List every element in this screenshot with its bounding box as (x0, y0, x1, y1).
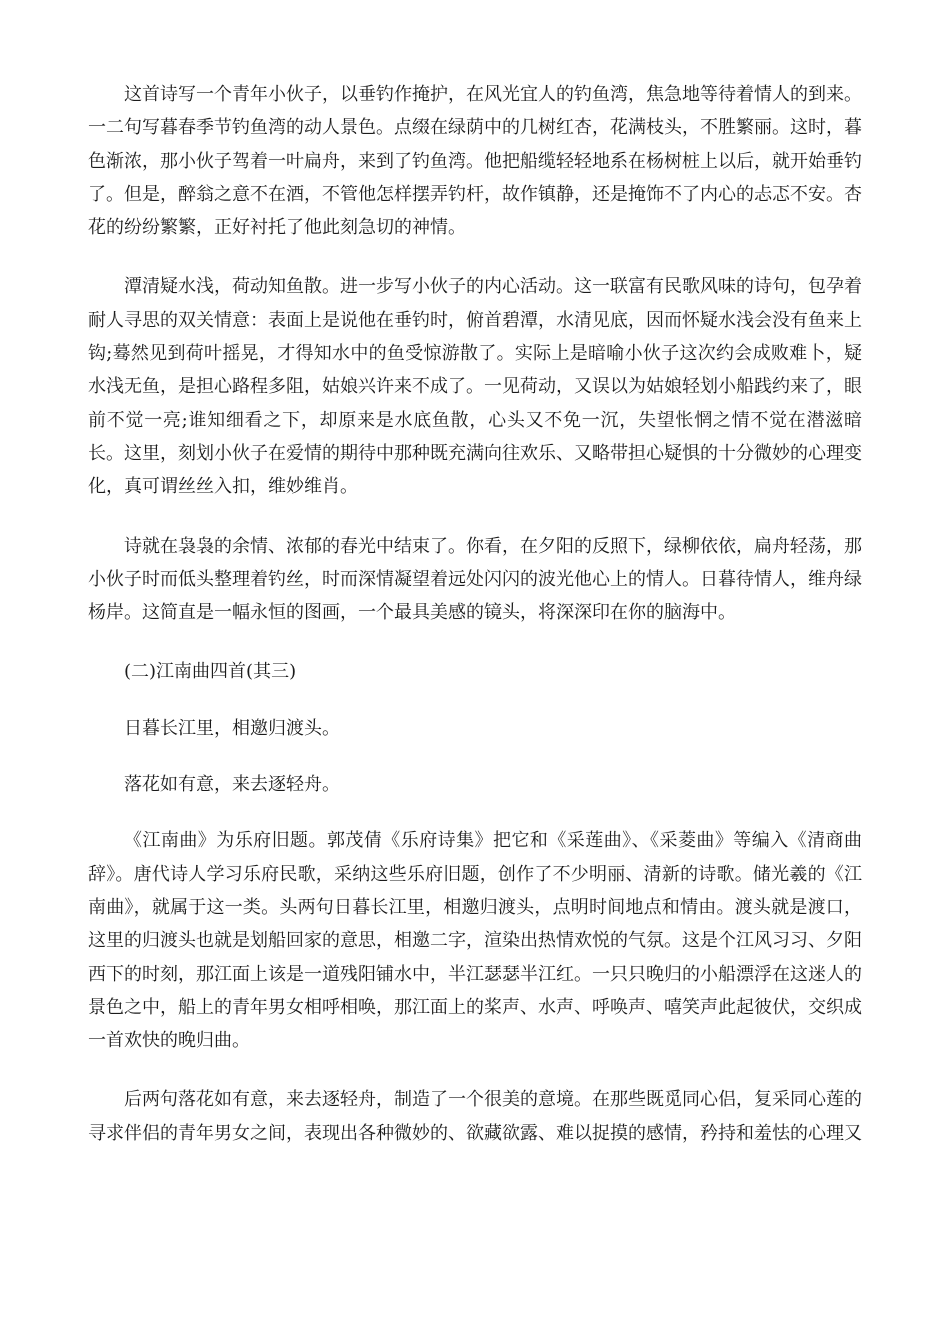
paragraph-2: 潭清疑水浅，荷动知鱼散。进一步写小伙子的内心活动。这一联富有民歌风味的诗句，包孕着耐人寻思的双关情意：表面上是说他在垂钓时，俯首碧潭，水清见底，因而怀疑水浅会没有鱼来上钩;蓦然见到荷叶摇晃，才得知水中的鱼受惊游散了。实际上是暗喻小伙子这次约会成败难卜，疑水浅无鱼，是担心路程多阻，姑娘兴许来不成了。一见荷动，又误以为姑娘轻划小船践约来了，眼前不觉一亮;谁知细看之下，却原来是水底鱼散，心头又不免一沉，失望怅惘之情不觉在潜滋暗长。这里，刻划小伙子在爱情的期待中那种既充满向往欢乐、又略带担心疑惧的十分微妙的心理变化，真可谓丝丝入扣，维妙维肖。 (88, 276, 862, 498)
section-heading: (二)江南曲四首(其三) (124, 661, 297, 683)
paragraph-3: 诗就在袅袅的余情、浓郁的春光中结束了。你看，在夕阳的反照下，绿柳依依，扁舟轻荡，那小伙子时而低头整理着钓丝，时而深情凝望着远处闪闪的波光他心上的情人。日暮待情人，维舟绿杨岸。这简直是一幅永恒的图画，一个最具美感的镜头，将深深印在你的脑海中。 (88, 535, 862, 624)
paragraph-1: 这首诗写一个青年小伙子，以垂钓作掩护，在风光宜人的钓鱼湾，焦急地等待着情人的到来。一二句写暮春季节钓鱼湾的动人景色。点缀在绿荫中的几树红杏，花满枝头，不胜繁丽。这时，暮色渐浓，那小伙子驾着一叶扁舟，来到了钓鱼湾。他把船缆轻轻地系在杨树桩上以后，就开始垂钓了。但是，醉翁之意不在酒，不管他怎样摆弄钓杆，故作镇静，还是掩饰不了内心的忐忑不安。杏花的纷纷繁繁，正好衬托了他此刻急切的神情。 (88, 84, 862, 239)
paragraph-5: 后两句落花如有意，来去逐轻舟，制造了一个很美的意境。在那些既觅同心侣，复采同心莲的寻求伴侣的青年男女之间，表现出各种微妙的、欲藏欲露、难以捉摸的感情，矜持和羞怯的心理又 (88, 1089, 862, 1144)
document-page (88, 78, 862, 1176)
paragraph-4: 《江南曲》为乐府旧题。郭茂倩《乐府诗集》把它和《采莲曲》、《采菱曲》等编入《清商曲辞》。唐代诗人学习乐府民歌，采纳这些乐府旧题，创作了不少明丽、清新的诗歌。储光羲的《江南曲》，就属于这一类。头两句日暮长江里，相邀归渡头，点明时间地点和情由。渡头就是渡口，这里的归渡头也就是划船回家的意思，相邀二字，渲染出热情欢悦的气氛。这是个江风习习、夕阳西下的时刻，那江面上该是一道残阳铺水中，半江瑟瑟半江红。一只只晚归的小船漂浮在这迷人的景色之中，船上的青年男女相呼相唤，那江面上的桨声、水声、呼唤声、嘻笑声此起彼伏，交织成一首欢快的晚归曲。 (88, 830, 862, 1052)
poem-line-1: 日暮长江里，相邀归渡头。 (124, 717, 340, 739)
poem-line-2: 落花如有意，来去逐轻舟。 (124, 774, 340, 796)
